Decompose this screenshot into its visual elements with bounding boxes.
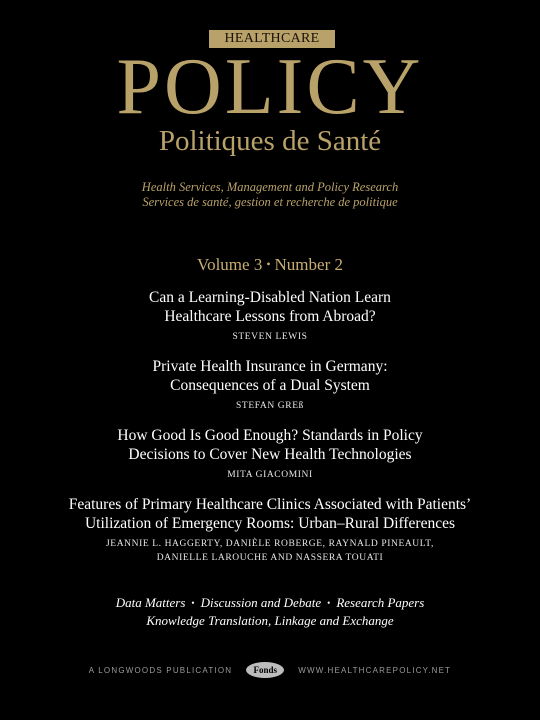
section-separator: • [191, 598, 195, 608]
article-title-line-2: Utilization of Emergency Rooms: Urban–Rural Differences [84, 515, 456, 532]
section-data-matters: Data Matters [115, 595, 186, 610]
article-authors-line-2: DANIELLE LAROUCHE AND NASSERA TOUATI [156, 553, 384, 563]
section-list-line-1 [0, 594, 540, 612]
publisher-label: A LONGWOODS PUBLICATION [88, 665, 233, 675]
article-title [0, 495, 540, 533]
article-1 [0, 288, 540, 344]
article-title-line-1: How Good Is Good Enough? Standards in Policy [117, 427, 423, 444]
article-title [0, 288, 540, 326]
issue-volume: Volume 3 [197, 255, 263, 274]
section-separator: • [327, 598, 331, 608]
section-discussion-debate: Discussion and Debate [200, 595, 322, 610]
masthead-kicker: HEALTHCARE [209, 30, 335, 48]
issue-info [0, 254, 540, 275]
article-author: MITA GIACOMINI [227, 470, 313, 480]
article-author: STEVEN LEWIS [232, 332, 308, 342]
issue-number: Number 2 [274, 255, 343, 274]
masthead-title: POLICY [116, 43, 424, 131]
tagline-french: Services de santé, gestion et recherche de politique [142, 195, 398, 209]
article-authors-line-1: JEANNIE L. HAGGERTY, DANIÈLE ROBERGE, RAYNALD PINEAULT, [106, 539, 434, 549]
article-4 [0, 495, 540, 565]
article-3 [0, 426, 540, 482]
fonds-logo: Fonds [246, 662, 284, 678]
website-link[interactable]: WWW.HEALTHCAREPOLICY.NET [298, 665, 452, 675]
section-list [0, 594, 540, 629]
footer [0, 660, 540, 680]
article-title-line-2: Healthcare Lessons from Abroad? [164, 308, 376, 325]
section-research-papers: Research Papers [336, 595, 425, 610]
article-title [0, 357, 540, 395]
article-title-line-2: Decisions to Cover New Health Technologies [128, 446, 412, 463]
article-author: STEFAN GREß [236, 401, 304, 411]
issue-separator: • [266, 257, 271, 271]
tagline-english: Health Services, Management and Policy Research [141, 180, 399, 194]
article-title-line-1: Features of Primary Healthcare Clinics Associated with Patients’ [68, 496, 472, 513]
article-2 [0, 357, 540, 413]
section-knowledge-translation: Knowledge Translation, Linkage and Exchange [146, 613, 394, 628]
article-title-line-1: Can a Learning-Disabled Nation Learn [149, 289, 391, 306]
article-title-line-1: Private Health Insurance in Germany: [152, 358, 388, 375]
article-title [0, 426, 540, 464]
masthead-subtitle: Politiques de Santé [158, 125, 382, 157]
article-authors [0, 537, 540, 565]
tagline [0, 180, 540, 210]
article-title-line-2: Consequences of a Dual System [170, 377, 370, 394]
